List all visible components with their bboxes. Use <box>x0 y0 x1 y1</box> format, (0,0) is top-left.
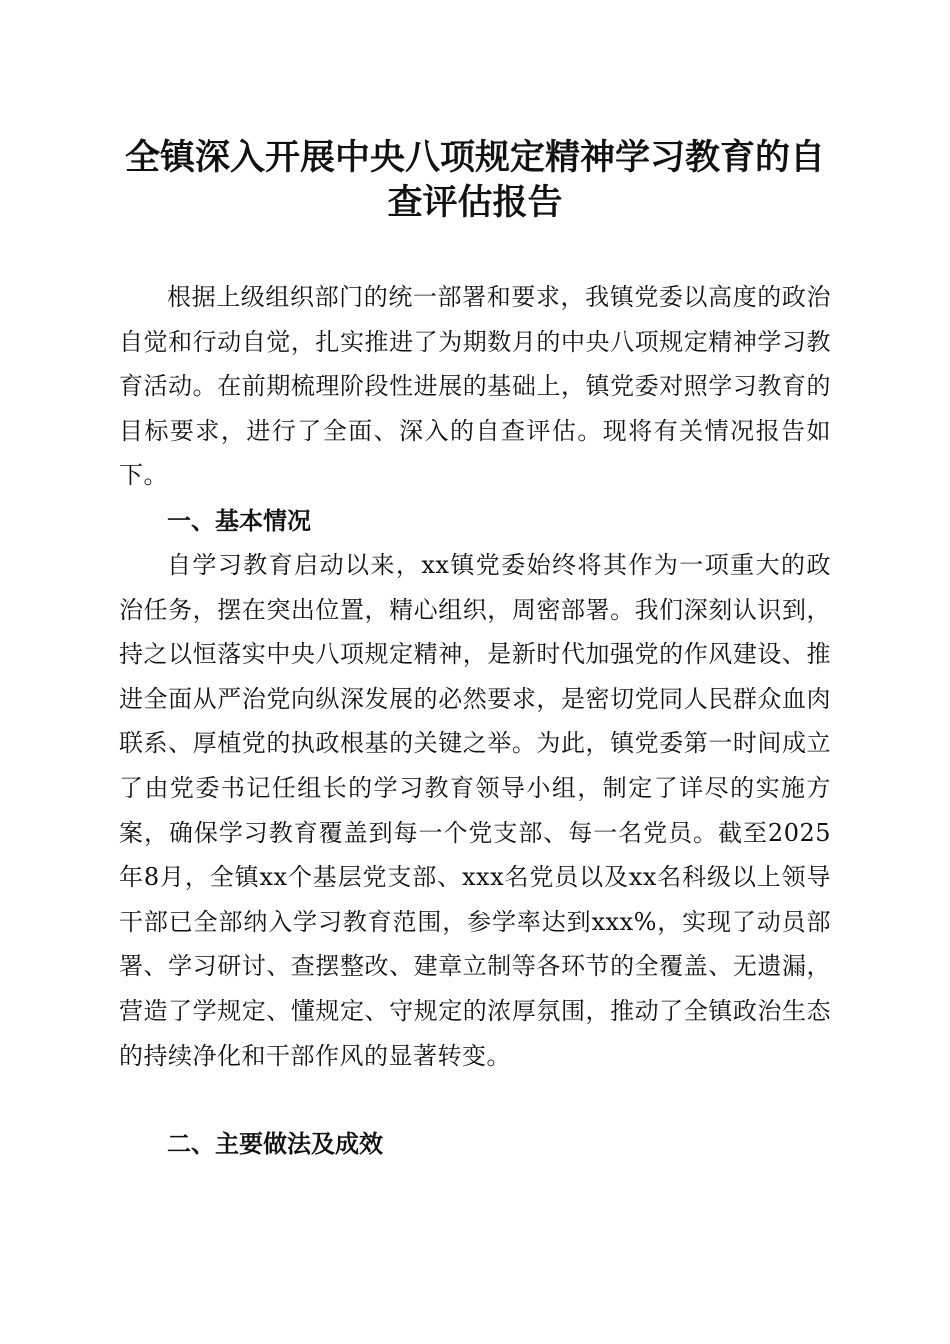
document-title <box>100 135 850 225</box>
title-line-1: 全镇深入开展中央八项规定精神学习教育的自 <box>124 137 825 178</box>
section-heading-measures: 二、主要做法及成效 <box>167 1130 383 1158</box>
title-line-2: 查评估报告 <box>387 182 563 223</box>
section-heading-basic: 一、基本情况 <box>167 507 311 535</box>
section-paragraph-basic: 自学习教育启动以来，xx镇党委始终将其作为一项重大的政治任务，摆在突出位置，精心组织，周密部署。我们深刻认识到，持之以恒落实中央八项规定精神，是新时代加强党的作风建设、推进全面从严治党向纵深发展的必然要求，是密切党同人民群众血肉联系、厚植党的执政根基的关键之举。为此，镇党委第一时间成立了由党委书记任组长的学习教育领导小组，制定了详尽的实施方案，确保学习教育覆盖到每一个党支部、每一名党员。截至2025年8月，全镇xx个基层党支部、xxx名党员以及xx名科级以上领导干部已全部纳入学习教育范围，参学率达到xxx%，实现了动员部署、学习研讨、查摆整改、建章立制等各环节的全覆盖、无遗漏，营造了学规定、懂规定、守规定的浓厚氛围，推动了全镇政治生态的持续净化和干部作风的显著转变。 <box>119 551 831 1070</box>
intro-paragraph: 根据上级组织部门的统一部署和要求，我镇党委以高度的政治自觉和行动自觉，扎实推进了为期数月的中央八项规定精神学习教育活动。在前期梳理阶段性进展的基础上，镇党委对照学习教育的目标要求，进行了全面、深入的自查评估。现将有关情况报告如下。 <box>119 283 831 490</box>
